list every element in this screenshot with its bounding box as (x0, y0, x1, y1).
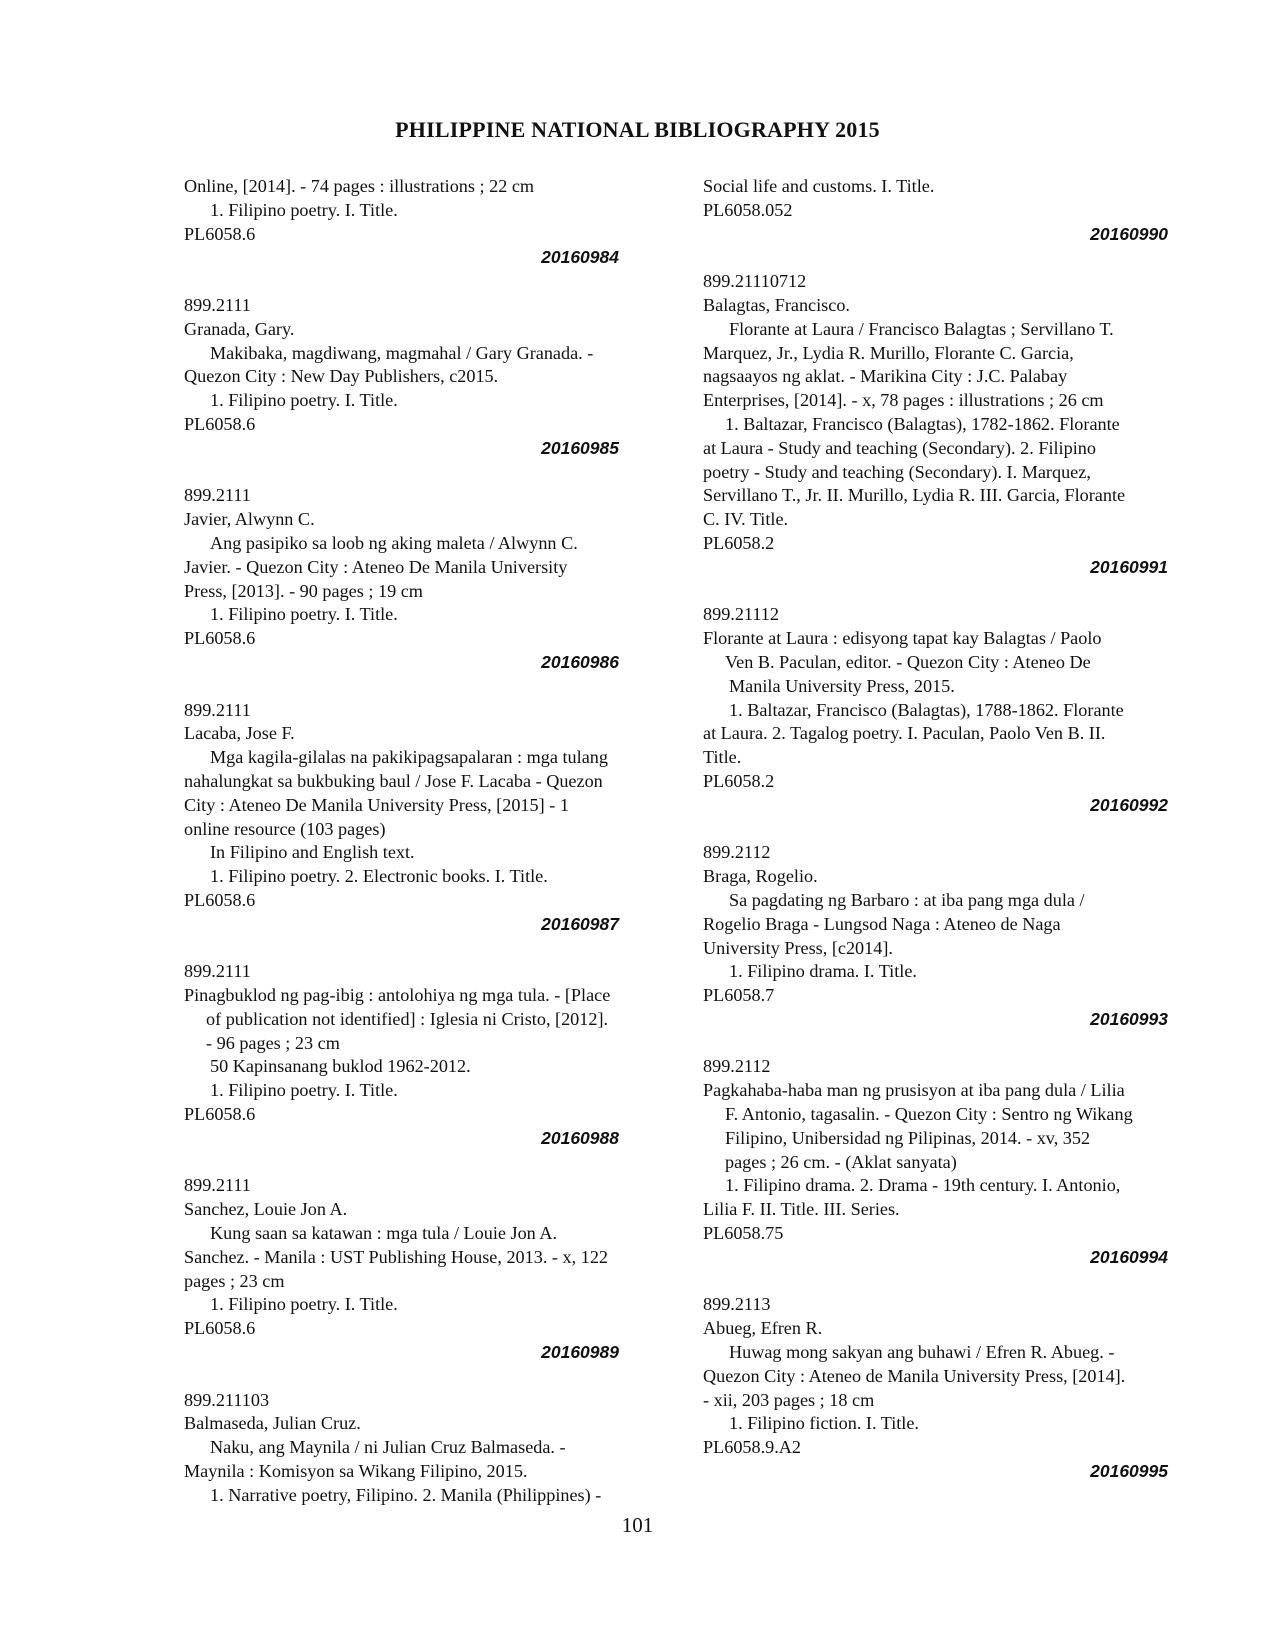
entry-line: Sa pagdating ng Barbaro : at iba pang mga dula / (729, 889, 1085, 910)
entry-line: online resource (103 pages) (184, 818, 386, 839)
record-number: 20160994 (1090, 1246, 1168, 1267)
record-number: 20160985 (541, 437, 619, 458)
bibliography-entry (703, 603, 1193, 817)
entry-line: Granada, Gary. (184, 318, 295, 339)
right-column (703, 175, 1193, 1484)
bibliography-entry (184, 699, 644, 937)
entry-line: PL6058.6 (184, 413, 256, 434)
entry-line: Manila University Press, 2015. (729, 675, 955, 696)
entry-line: 1. Filipino poetry. I. Title. (210, 1294, 398, 1315)
entry-line: 899.2111 (184, 1175, 251, 1196)
entry-line: 1. Baltazar, Francisco (Balagtas), 1788-1862. Florante (729, 699, 1124, 720)
entry-line: Braga, Rogelio. (703, 866, 818, 887)
bibliography-entry (703, 1293, 1193, 1483)
entry-line: Florante at Laura / Francisco Balagtas ; Servillano T. (729, 318, 1114, 339)
entry-line: Servillano T., Jr. II. Murillo, Lydia R. III. Garcia, Florante (703, 485, 1126, 506)
entry-line: 1. Filipino poetry. I. Title. (210, 1080, 398, 1101)
entry-line: Pinagbuklod ng pag-ibig : antolohiya ng mga tula. - [Place (184, 985, 611, 1006)
entry-line: Kung saan sa katawan : mga tula / Louie Jon A. (210, 1223, 558, 1244)
bibliography-entry (703, 270, 1193, 579)
entry-line: Sanchez, Louie Jon A. (184, 1199, 348, 1220)
entry-line: City : Ateneo De Manila University Press, [2015] - 1 (184, 794, 569, 815)
entry-line: PL6058.7 (703, 985, 775, 1006)
entry-line: 899.2111 (184, 485, 251, 506)
entry-line: PL6058.052 (703, 199, 793, 220)
record-number: 20160986 (541, 651, 619, 672)
entry-line: PL6058.2 (703, 770, 775, 791)
entry-line: Filipino, Unibersidad ng Pilipinas, 2014. - xv, 352 (725, 1127, 1091, 1148)
entry-line: University Press, [c2014]. (703, 937, 893, 958)
entry-line: 1. Filipino fiction. I. Title. (729, 1413, 919, 1434)
entry-line: pages ; 23 cm (184, 1270, 285, 1291)
entry-line: 1. Filipino poetry. I. Title. (210, 199, 398, 220)
entry-line: Lacaba, Jose F. (184, 723, 295, 744)
bibliography-entry (703, 841, 1193, 1031)
bibliography-entry (184, 484, 644, 674)
entry-line: nagsaayos ng aklat. - Marikina City : J.C. Palabay (703, 366, 1068, 387)
entry-line: 899.21112 (703, 604, 779, 625)
entry-line: F. Antonio, tagasalin. - Quezon City : Sentro ng Wikang (725, 1104, 1133, 1125)
entry-line: 899.2113 (703, 1294, 771, 1315)
page-title: PHILIPPINE NATIONAL BIBLIOGRAPHY 2015 (395, 117, 880, 142)
bibliography-entry (184, 960, 644, 1150)
entry-line: 1. Filipino drama. I. Title. (729, 961, 917, 982)
record-number: 20160988 (541, 1127, 619, 1148)
entry-line: Javier, Alwynn C. (184, 509, 315, 530)
entry-line: Quezon City : Ateneo de Manila University Press, [2014]. (703, 1365, 1126, 1386)
entry-line: 899.211103 (184, 1389, 270, 1410)
left-column (184, 175, 644, 1508)
entry-line: Pagkahaba-haba man ng prusisyon at iba pang dula / Lilia (703, 1080, 1125, 1101)
entry-line: Ang pasipiko sa loob ng aking maleta / Alwynn C. (210, 532, 578, 553)
bibliography-entry (184, 1389, 644, 1508)
entry-line: 899.21110712 (703, 271, 807, 292)
entry-line: 1. Narrative poetry, Filipino. 2. Manila (Philippines) - (210, 1484, 602, 1505)
record-number: 20160992 (1090, 794, 1168, 815)
record-number: 20160987 (541, 913, 619, 934)
page-number: 101 (621, 1513, 654, 1537)
entry-line: 50 Kapinsanang buklod 1962-2012. (210, 1056, 471, 1077)
entry-line: Sanchez. - Manila : UST Publishing House, 2013. - x, 122 (184, 1246, 609, 1267)
record-number: 20160995 (1090, 1461, 1168, 1482)
entry-line: Maynila : Komisyon sa Wikang Filipino, 2015. (184, 1461, 528, 1482)
entry-line: 1. Filipino poetry. 2. Electronic books. I. Title. (210, 866, 548, 887)
entry-line: - 96 pages ; 23 cm (206, 1032, 340, 1053)
bibliography-entry (184, 175, 644, 270)
entry-line: Balagtas, Francisco. (703, 294, 850, 315)
entry-line: Enterprises, [2014]. - x, 78 pages : illustrations ; 26 cm (703, 390, 1104, 411)
entry-line: 899.2111 (184, 961, 251, 982)
entry-line: Rogelio Braga - Lungsod Naga : Ateneo de Naga (703, 913, 1061, 934)
entry-line: Huwag mong sakyan ang buhawi / Efren R. Abueg. - (729, 1342, 1115, 1363)
entry-line: 899.2111 (184, 294, 251, 315)
bibliography-entry (184, 294, 644, 461)
bibliography-entry (184, 1174, 644, 1364)
bibliography-entry (703, 1055, 1193, 1269)
entry-line: In Filipino and English text. (210, 842, 415, 863)
entry-line: Javier. - Quezon City : Ateneo De Manila University (184, 556, 568, 577)
entry-line: - xii, 203 pages ; 18 cm (703, 1389, 875, 1410)
entry-line: Florante at Laura : edisyong tapat kay Balagtas / Paolo (703, 628, 1102, 649)
entry-line: Mga kagila-gilalas na pakikipagsapalaran : mga tulang (210, 747, 608, 768)
record-number: 20160989 (541, 1342, 619, 1363)
entry-line: 899.2112 (703, 842, 771, 863)
record-number: 20160990 (1090, 223, 1168, 244)
entry-line: PL6058.2 (703, 532, 775, 553)
entry-line: 1. Baltazar, Francisco (Balagtas), 1782-1862. Florante (725, 413, 1120, 434)
entry-line: 1. Filipino poetry. I. Title. (210, 604, 398, 625)
entry-line: PL6058.6 (184, 628, 256, 649)
entry-line: Naku, ang Maynila / ni Julian Cruz Balmaseda. - (210, 1437, 566, 1458)
entry-line: Lilia F. II. Title. III. Series. (703, 1199, 900, 1220)
entry-line: Social life and customs. I. Title. (703, 176, 935, 196)
entry-line: 1. Filipino poetry. I. Title. (210, 390, 398, 411)
record-number: 20160993 (1090, 1008, 1168, 1029)
entry-line: PL6058.9.A2 (703, 1437, 802, 1458)
entry-line: Title. (703, 747, 742, 768)
entry-line: Quezon City : New Day Publishers, c2015. (184, 366, 499, 387)
entry-line: Makibaka, magdiwang, magmahal / Gary Granada. - (210, 342, 594, 363)
entry-line: PL6058.6 (184, 1104, 256, 1125)
entry-line: C. IV. Title. (703, 509, 789, 530)
entry-line: PL6058.6 (184, 1318, 256, 1339)
record-number: 20160991 (1090, 556, 1168, 577)
entry-line: 899.2112 (703, 1056, 771, 1077)
entry-line: Ven B. Paculan, editor. - Quezon City : Ateneo De (725, 651, 1091, 672)
entry-line: poetry - Study and teaching (Secondary). I. Marquez, (703, 461, 1091, 482)
bibliography-entry (703, 175, 1193, 246)
entry-line: PL6058.6 (184, 223, 256, 244)
entry-line: Marquez, Jr., Lydia R. Murillo, Florante C. Garcia, (703, 342, 1074, 363)
entry-line: Abueg, Efren R. (703, 1318, 823, 1339)
entry-line: at Laura - Study and teaching (Secondary). 2. Filipino (703, 437, 1096, 458)
entry-line: PL6058.6 (184, 889, 256, 910)
record-number: 20160984 (541, 247, 619, 268)
entry-line: 1. Filipino drama. 2. Drama - 19th century. I. Antonio, (725, 1175, 1121, 1196)
entry-line: nahalungkat sa bukbuking baul / Jose F. Lacaba - Quezon (184, 770, 603, 791)
entry-line: of publication not identified] : Iglesia ni Cristo, [2012]. (206, 1008, 609, 1029)
entry-line: PL6058.75 (703, 1223, 784, 1244)
entry-line: Press, [2013]. - 90 pages ; 19 cm (184, 580, 423, 601)
entry-line: at Laura. 2. Tagalog poetry. I. Paculan, Paolo Ven B. II. (703, 723, 1106, 744)
entry-line: 899.2111 (184, 699, 251, 720)
entry-line: pages ; 26 cm. - (Aklat sanyata) (725, 1151, 957, 1172)
entry-line: Online, [2014]. - 74 pages : illustrations ; 22 cm (184, 176, 535, 196)
entry-line: Balmaseda, Julian Cruz. (184, 1413, 361, 1434)
